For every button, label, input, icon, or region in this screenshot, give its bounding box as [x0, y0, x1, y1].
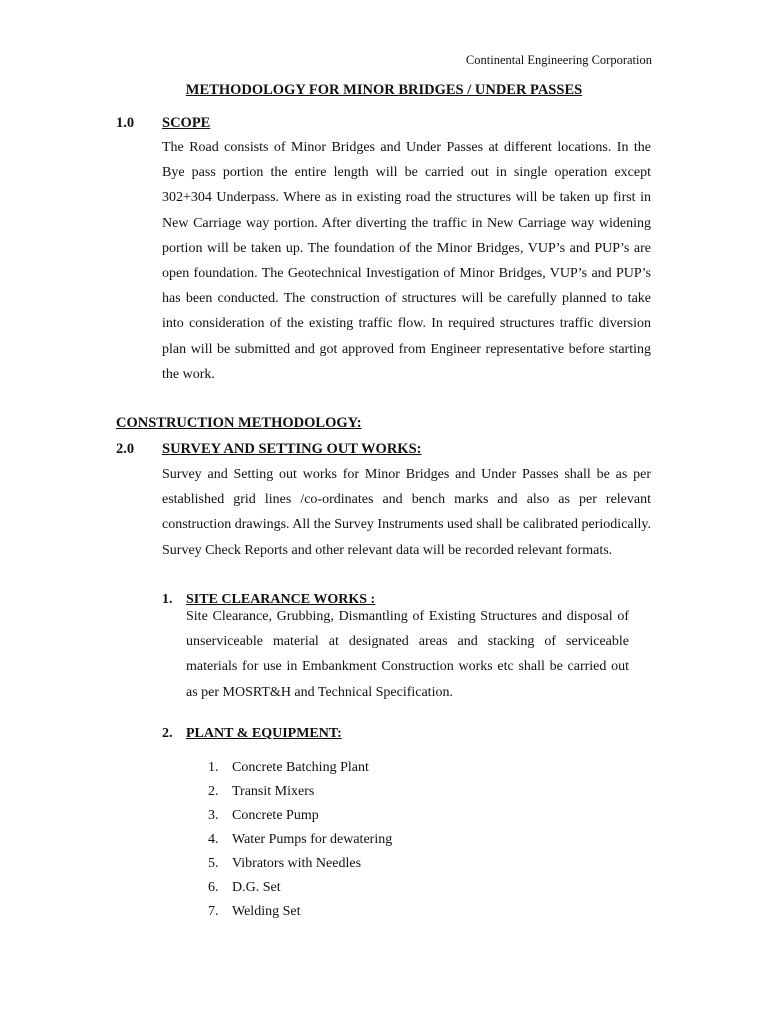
scope-heading: SCOPE — [162, 115, 211, 131]
equipment-item-label: Transit Mixers — [232, 784, 315, 799]
site-clearance-number: 1. — [162, 592, 173, 607]
equipment-item-label: Water Pumps for dewatering — [232, 832, 393, 847]
survey-section-number: 2.0 — [116, 441, 135, 457]
equipment-item-number: 7. — [208, 904, 219, 919]
equipment-item-label: D.G. Set — [232, 880, 281, 895]
equipment-item-label: Vibrators with Needles — [232, 856, 362, 871]
equipment-item-label: Concrete Batching Plant — [232, 760, 369, 775]
equipment-item-number: 2. — [208, 784, 219, 799]
construction-methodology-heading: CONSTRUCTION METHODOLOGY: — [116, 415, 362, 431]
equipment-item-number: 4. — [208, 832, 219, 847]
plant-equipment-number: 2. — [162, 726, 173, 741]
page-header-company: Continental Engineering Corporation — [465, 53, 652, 67]
equipment-item-number: 3. — [208, 808, 219, 823]
survey-heading: SURVEY AND SETTING OUT WORKS: — [162, 441, 422, 457]
survey-paragraph: Survey and Setting out works for Minor Bridges and Under Passes shall be as per established grid lines /co-ordinates and bench marks and also as per relevant construction drawings. All the Survey Instruments used shall be calibrated periodically. Survey Check Reports and other relevant data will be recorded relevant formats. — [162, 467, 651, 558]
scope-paragraph: The Road consists of Minor Bridges and Under Passes at different locations. In the Bye pass portion the entire length will be carried out in single operation except 302+304 Underpass. Where as in existing road the structures will be taken up first in New Carriage way portion. After diverting the traffic in New Carriage way widening portion will be taken up. The foundation of the Minor Bridges, VUP’s and PUP’s are open foundation. The Geotechnical Investigation of Minor Bridges, VUP’s and PUP’s has been conducted. The construction of structures will be carefully planned to take into consideration of the existing traffic flow. In required structures traffic diversion plan will be submitted and got approved from Engineer representative before starting the work. — [162, 140, 651, 382]
document-title: METHODOLOGY FOR MINOR BRIDGES / UNDER PASSES — [185, 82, 583, 98]
equipment-item-number: 6. — [208, 880, 219, 895]
site-clearance-heading: SITE CLEARANCE WORKS : — [186, 592, 376, 607]
equipment-item-label: Welding Set — [232, 904, 301, 919]
plant-equipment-heading: PLANT & EQUIPMENT: — [186, 726, 342, 741]
site-clearance-paragraph: Site Clearance, Grubbing, Dismantling of Existing Structures and disposal of unserviceable material at designated areas and stacking of serviceable materials for use in Embankment Construction works etc shall be carried out as per MOSRT&H and Technical Specification. — [186, 609, 629, 700]
equipment-item-label: Concrete Pump — [232, 808, 319, 823]
scope-section-number: 1.0 — [116, 115, 135, 131]
equipment-item-number: 1. — [208, 760, 219, 775]
equipment-item-number: 5. — [208, 856, 219, 871]
